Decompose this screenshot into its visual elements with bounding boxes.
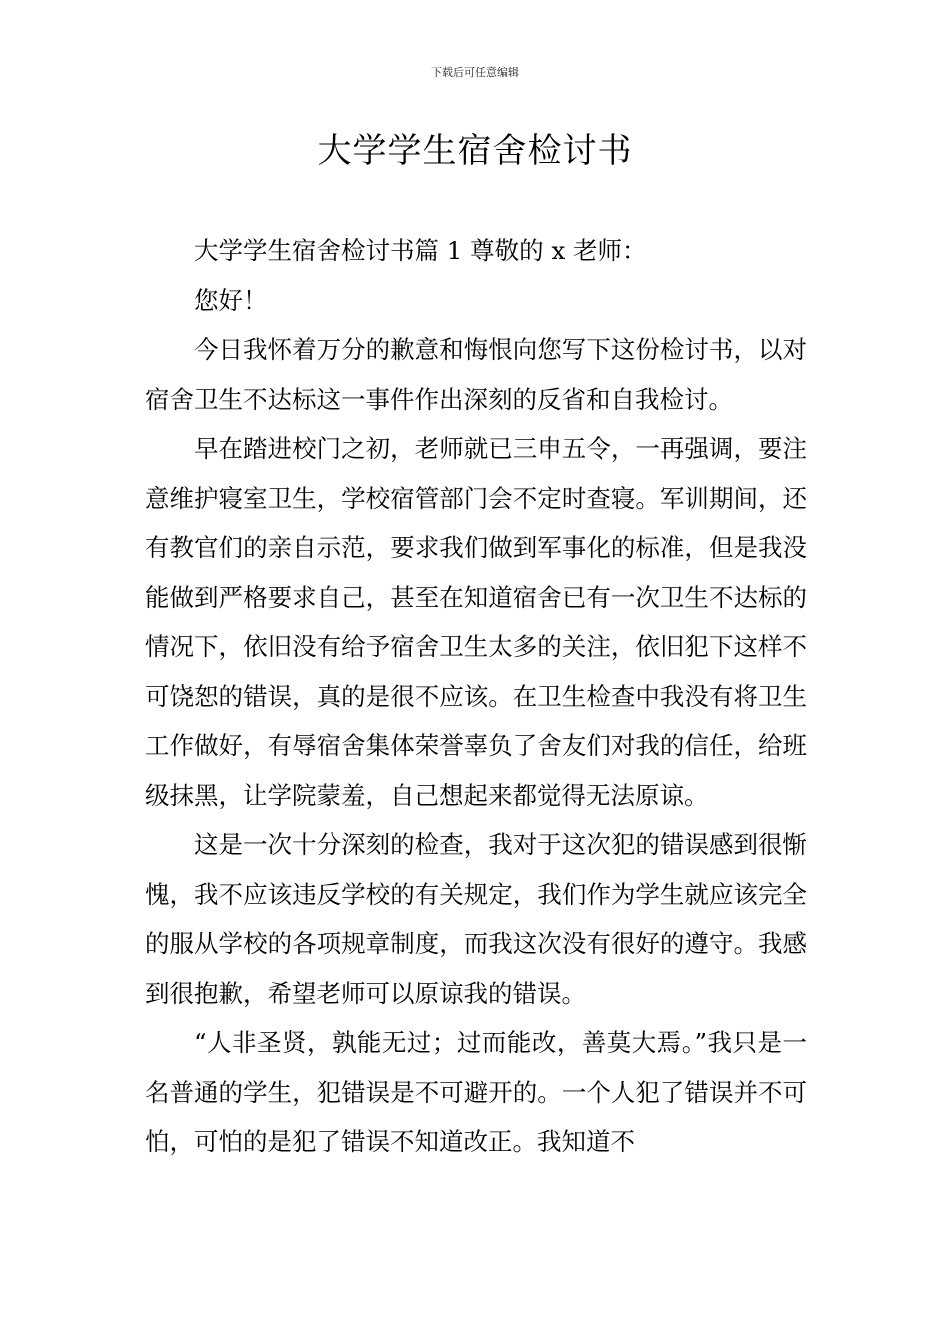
document-body — [145, 226, 807, 1167]
document-title: 大学学生宿舍检讨书 — [317, 131, 633, 171]
salutation-paragraph: 大学学生宿舍检讨书篇 1 尊敬的 x 老师： — [194, 236, 647, 265]
greeting-paragraph: 您好！ — [194, 285, 268, 315]
header-note: 下载后可任意编辑 — [431, 66, 519, 79]
body-paragraph: “人非圣贤，孰能无过；过而能改，善莫大焉。”我只是一名普通的学生，犯错误是不可避开的。一个人犯了错误并不可怕，可怕的是犯了错误不知道改正。我知道不 — [145, 1028, 807, 1156]
body-paragraph: 早在踏进校门之初，老师就已三申五令，一再强调，要注意维护寝室卫生，学校宿管部门会不定时查寝。军训期间，还有教官们的亲自示范，要求我们做到军事化的标准，但是我没能做到严格要求自己，甚至在知道宿舍已有一次卫生不达标的情况下，依旧没有给予宿舍卫生太多的关注，依旧犯下这样不可饶恕的错误，真的是很不应该。在卫生检查中我没有将卫生工作做好，有辱宿舍集体荣誉辜负了舍友们对我的信任，给班级抹黑，让学院蒙羞，自己想起来都觉得无法原谅。 — [145, 434, 807, 810]
body-paragraph: 今日我怀着万分的歉意和悔恨向您写下这份检讨书，以对宿舍卫生不达标这一事件作出深刻的反省和自我检讨。 — [145, 335, 807, 414]
body-paragraph: 这是一次十分深刻的检查，我对于这次犯的错误感到很惭愧，我不应该违反学校的有关规定，我们作为学生就应该完全的服从学校的各项规章制度，而我这次没有很好的遵守。我感到很抱歉，希望老师可以原谅我的错误。 — [145, 830, 807, 1008]
